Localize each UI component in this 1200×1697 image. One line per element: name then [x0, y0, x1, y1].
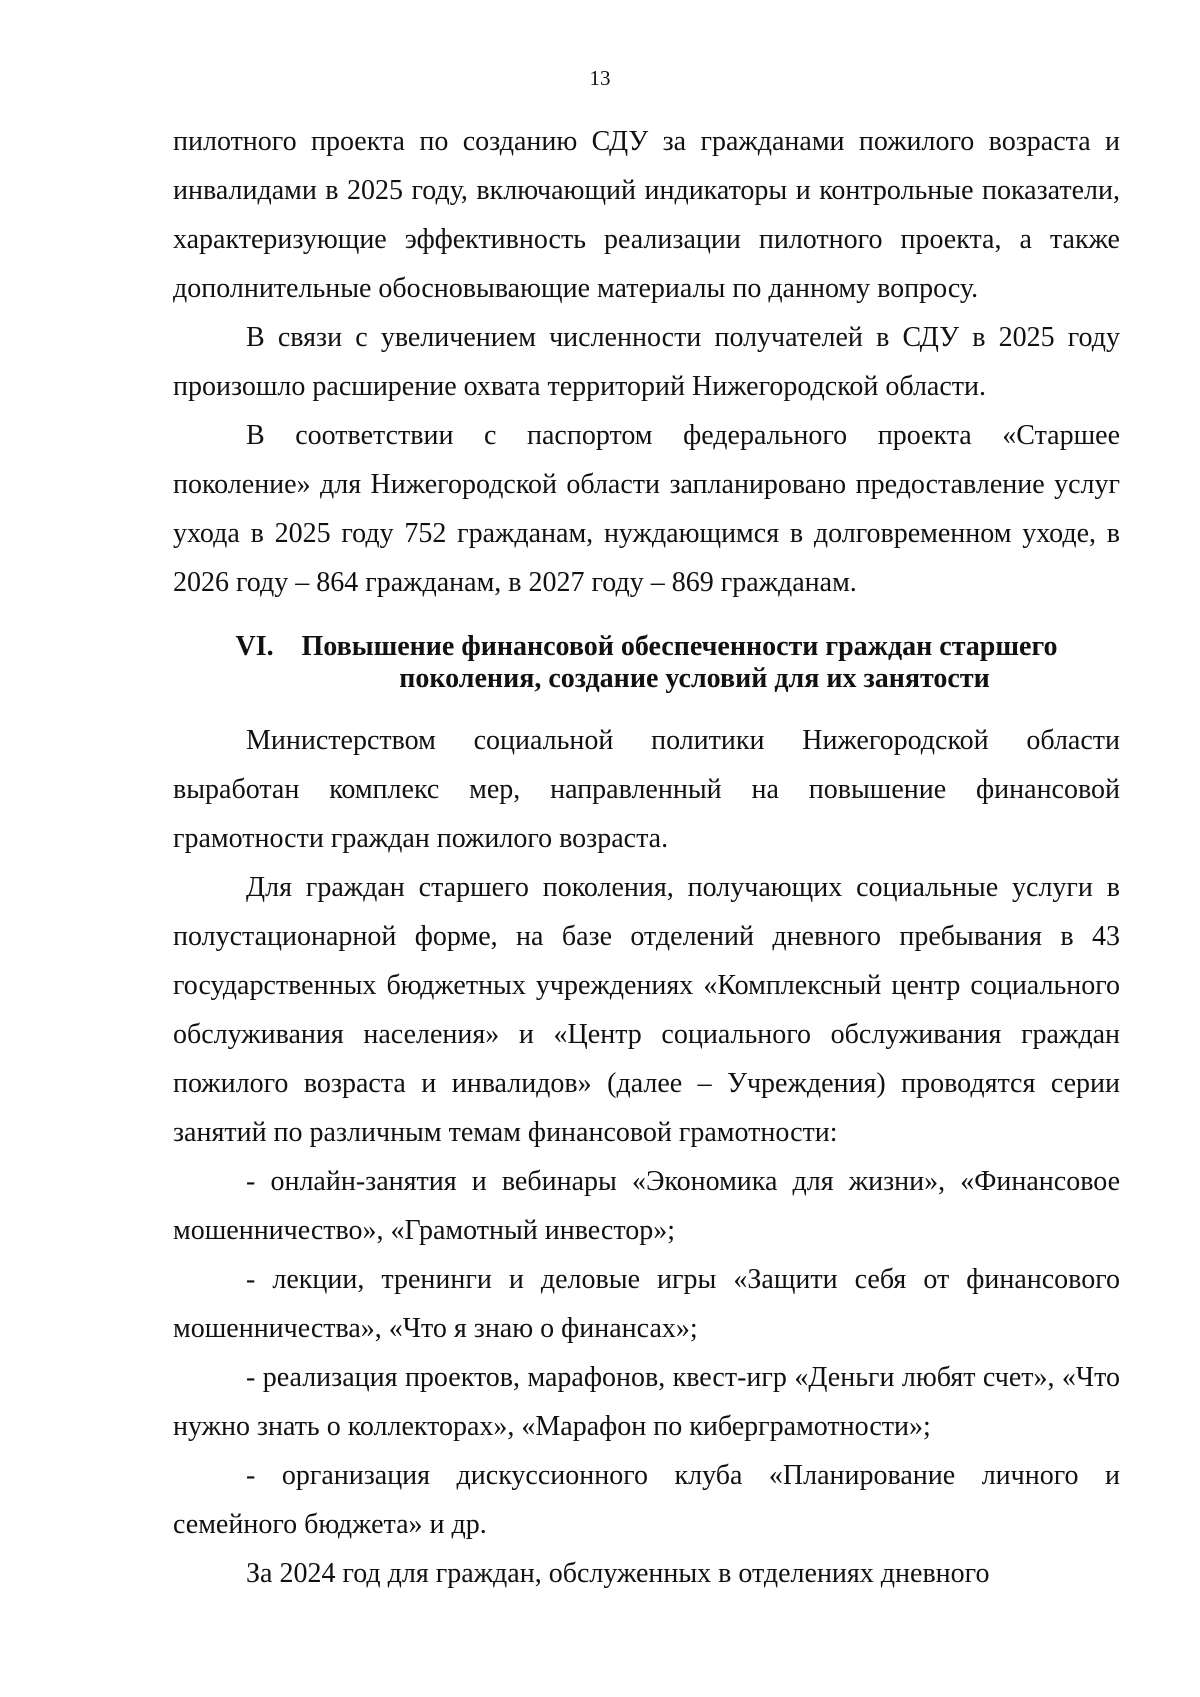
activity-list	[173, 1157, 1120, 1549]
paragraph-continuation: пилотного проекта по созданию СДУ за гражданами пожилого возраста и инвалидами в 2025 году, включающий индикаторы и контрольные показатели, характеризующие эффективность реализации пилотного проекта, а также дополнительные обосновывающие материалы по данному вопросу.	[173, 126, 1120, 304]
paragraph: В связи с увеличением численности получателей в СДУ в 2025 году произошло расширение охвата территорий Нижегородской области.	[173, 322, 1120, 402]
list-item: - онлайн-занятия и вебинары «Экономика для жизни», «Финансовое мошенничество», «Грамотный инвестор»;	[173, 1166, 1120, 1246]
document-body	[173, 117, 1120, 1598]
list-item: - реализация проектов, марафонов, квест-игр «Деньги любят счет», «Что нужно знать о коллекторах», «Марафон по киберграмотности»;	[173, 1362, 1120, 1442]
paragraph-last: За 2024 год для граждан, обслуженных в отделениях дневного	[246, 1558, 990, 1589]
section-title-part-1: Повышение финансовой обеспеченности граждан старшего	[301, 631, 1058, 662]
list-item: - организация дискуссионного клуба «Планирование личного и семейного бюджета» и др.	[173, 1460, 1120, 1540]
paragraph: Для граждан старшего поколения, получающих социальные услуги в полустационарной форме, на базе отделений дневного пребывания в 43 государственных бюджетных учреждениях «Комплексный центр социального обслуживания населения» и «Центр социального обслуживания граждан пожилого возраста и инвалидов» (далее – Учреждения) проводятся серии занятий по различным темам финансовой грамотности:	[173, 872, 1120, 1148]
section-number: VI.	[235, 631, 274, 662]
section-title-part-2: поколения, создание условий для их занятости	[399, 663, 990, 694]
paragraph: Министерством социальной политики Нижегородской области выработан комплекс мер, направленный на повышение финансовой грамотности граждан пожилого возраста.	[173, 725, 1120, 854]
section-heading	[173, 631, 1120, 695]
section-heading-line-1	[173, 631, 1120, 663]
list-item: - лекции, тренинги и деловые игры «Защити себя от финансового мошенничества», «Что я знаю о финансах»;	[173, 1264, 1120, 1344]
paragraph: В соответствии с паспортом федерального проекта «Старшее поколение» для Нижегородской области запланировано предоставление услуг ухода в 2025 году 752 гражданам, нуждающимся в долговременном уходе, в 2026 году – 864 гражданам, в 2027 году – 869 гражданам.	[173, 420, 1120, 598]
page-number: 13	[589, 66, 611, 90]
